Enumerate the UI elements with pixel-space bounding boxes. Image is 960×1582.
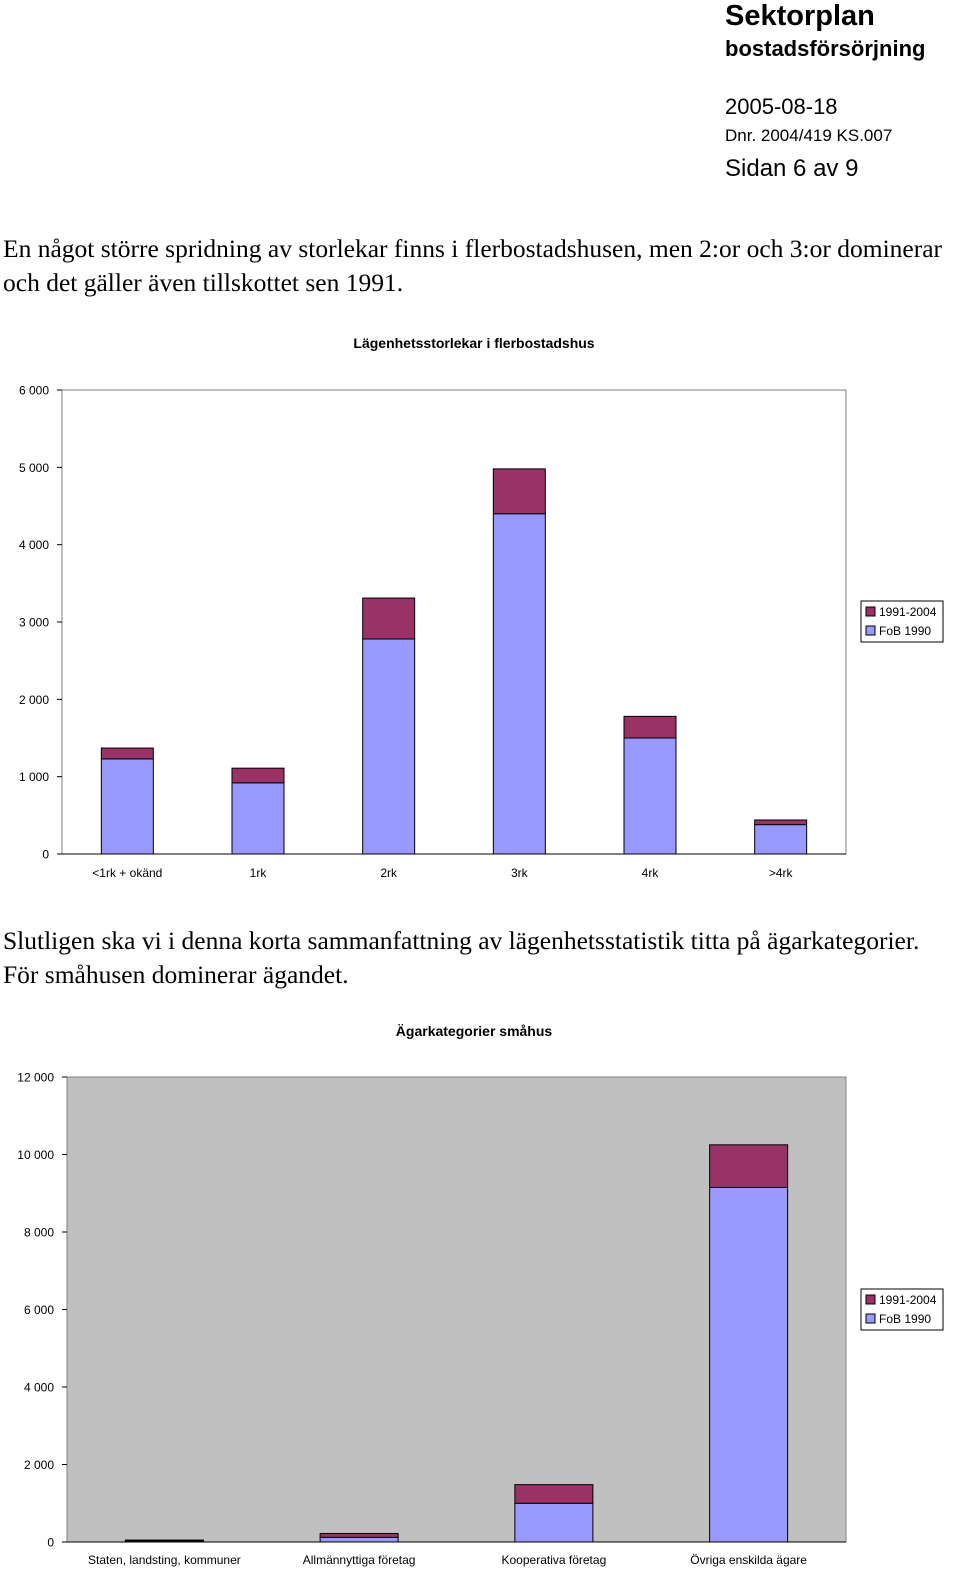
- y-tick-label: 5 000: [18, 460, 49, 475]
- bar-segment: [755, 820, 807, 825]
- bar-segment: [101, 759, 153, 854]
- x-tick-label: 2rk: [380, 866, 398, 880]
- y-tick-label: 4 000: [23, 1380, 54, 1395]
- x-tick-label: 3rk: [510, 866, 528, 880]
- y-tick-label: 10 000: [17, 1148, 54, 1162]
- page-number: Sidan 6 av 9: [725, 155, 859, 182]
- legend-label: FoB 1990: [879, 624, 932, 638]
- x-tick-label: Kooperativa företag: [501, 1553, 607, 1567]
- bar-segment: [755, 825, 807, 854]
- x-tick-label: Staten, landsting, kommuner: [88, 1553, 241, 1567]
- chart-title: Ägarkategorier småhus: [395, 1023, 553, 1039]
- bar-segment: [320, 1533, 398, 1537]
- legend-swatch: [866, 626, 875, 635]
- document-reference-number: Dnr. 2004/419 KS.007: [725, 126, 893, 145]
- y-tick-label: 6 000: [18, 383, 49, 398]
- paragraph-owner-categories: Slutligen ska vi i denna korta sammanfattning av lägenhetsstatistik titta på ägarkategorier. För småhusen dominerar ägandet.: [3, 926, 920, 989]
- bar-segment: [101, 748, 153, 759]
- x-tick-label: 1rk: [249, 866, 267, 880]
- bar-segment: [232, 783, 284, 854]
- legend-swatch: [866, 1314, 875, 1323]
- legend-label: 1991-2004: [879, 605, 937, 619]
- bar-segment: [232, 768, 284, 783]
- y-tick-label: 12 000: [17, 1070, 54, 1085]
- x-tick-label: <1rk + okänd: [92, 866, 163, 880]
- chart-apartment-sizes: [0, 325, 960, 900]
- document-subtitle: bostadsförsörjning: [725, 36, 926, 61]
- y-tick-label: 2 000: [23, 1458, 54, 1472]
- y-tick-label: 8 000: [23, 1225, 54, 1240]
- x-tick-label: 4rk: [641, 866, 659, 880]
- bar-segment: [710, 1187, 788, 1542]
- bar-segment: [363, 639, 415, 854]
- plot-area: [62, 390, 846, 854]
- y-tick-label: 1 000: [18, 770, 49, 785]
- paragraph-apartment-sizes: En något större spridning av storlekar finns i flerbostadshusen, men 2:or och 3:or dominerar och det gäller även tillskottet sen 1991.: [3, 234, 943, 297]
- y-tick-label: 2 000: [18, 692, 49, 707]
- legend-swatch: [866, 607, 875, 616]
- y-tick-label: 6 000: [23, 1303, 54, 1317]
- chart-owner-categories: [0, 1010, 960, 1582]
- bar-segment: [363, 598, 415, 639]
- bar-segment: [515, 1485, 593, 1504]
- document-date: 2005-08-18: [725, 94, 838, 119]
- y-tick-label: 0: [42, 847, 49, 862]
- document-title: Sektorplan: [725, 0, 875, 32]
- x-tick-label: Övriga enskilda ägare: [690, 1553, 807, 1567]
- bar-segment: [624, 716, 676, 738]
- y-tick-label: 3 000: [18, 615, 49, 630]
- bar-segment: [493, 514, 545, 854]
- y-tick-label: 4 000: [18, 538, 49, 553]
- bar-segment: [710, 1145, 788, 1188]
- x-tick-label: >4rk: [768, 866, 793, 880]
- legend-label: FoB 1990: [879, 1312, 932, 1326]
- bar-segment: [320, 1537, 398, 1542]
- bar-segment: [125, 1540, 203, 1541]
- legend-label: 1991-2004: [879, 1293, 937, 1307]
- y-tick-label: 0: [47, 1535, 54, 1550]
- bar-segment: [493, 469, 545, 514]
- x-tick-label: Allmännyttiga företag: [302, 1553, 416, 1567]
- bar-segment: [515, 1503, 593, 1542]
- chart-title: Lägenhetsstorlekar i flerbostadshus: [353, 335, 595, 351]
- bar-segment: [624, 738, 676, 854]
- legend-swatch: [866, 1295, 875, 1304]
